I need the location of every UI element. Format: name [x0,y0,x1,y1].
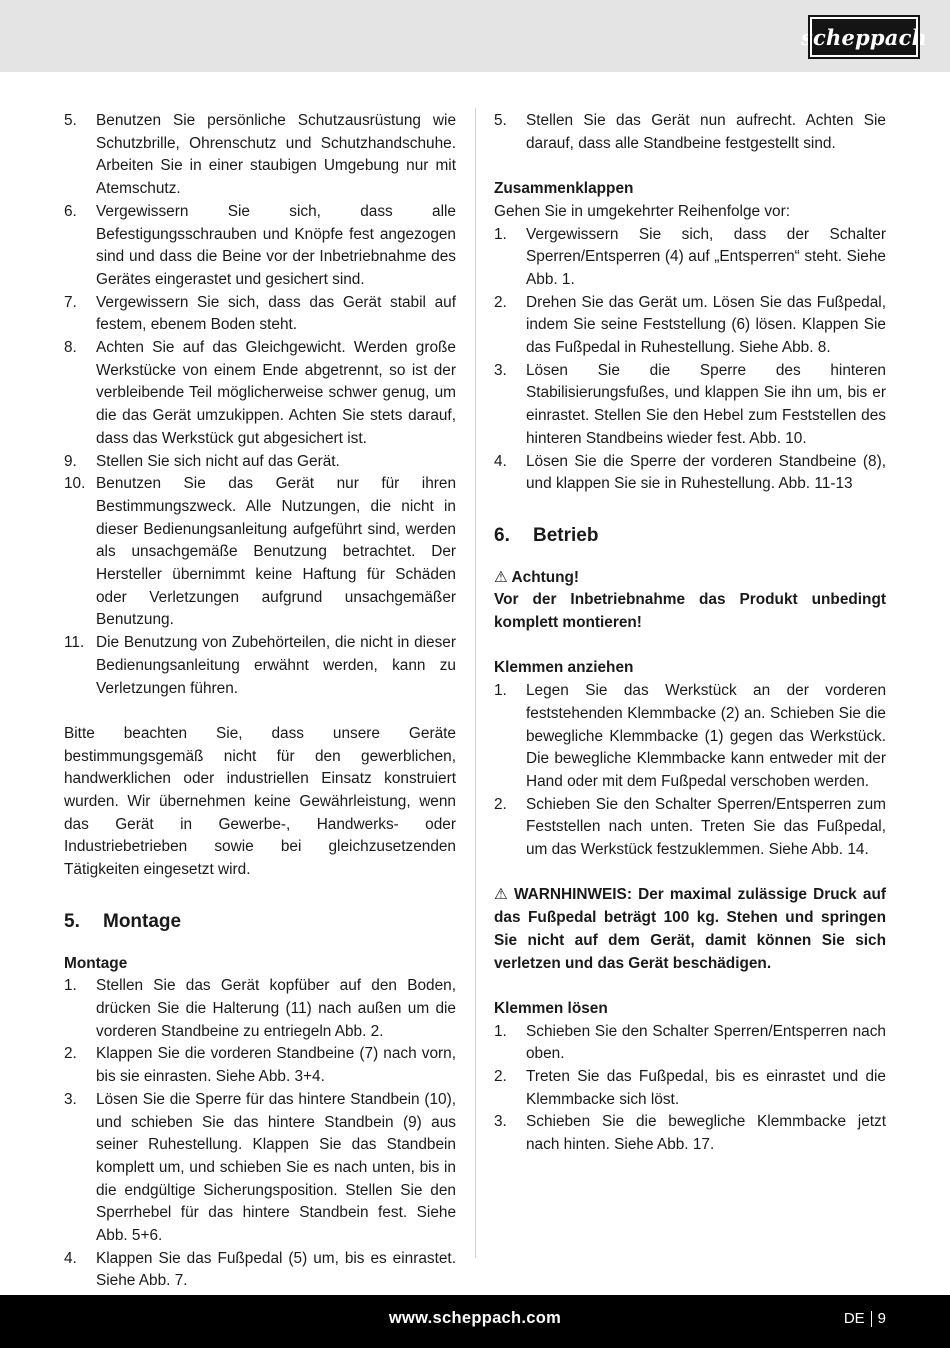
list-item: 1. Vergewissern Sie sich, dass der Schalter Sperren/Entsperren (4) auf „Entsperren“ steht. Siehe Abb. 1. [494,225,886,288]
page-footer [0,1295,950,1348]
language-code: DE [843,1310,865,1327]
section-title-betrieb: 6. Betrieb [494,524,599,546]
right-column [494,110,886,1157]
list-item: 3. Schieben Sie die bewegliche Klemmbacke jetzt nach hinten. Siehe Abb. 17. [494,1113,886,1154]
list-item: 2. Schieben Sie den Schalter Sperren/Entsperren zum Feststellen nach unten. Treten Sie das Fußpedal, um das Werkstück festzuklemmen. Siehe Abb. 14. [494,795,886,859]
clamp-list [494,680,886,862]
subheading-release: Klemmen lösen [494,999,608,1017]
list-item: 3. Lösen Sie die Sperre für das hintere Standbein (10), und schieben Sie das hintere Standbein (9) aus seiner Ruhestellung. Klappen Sie das Standbein komplett um, und schieben Sie es nach unten, bis in die endgültige Sicherungsposition. Stellen Sie den Sperrhebel für das hintere Standbein fest. Siehe Abb. 5+6. [64,1090,456,1245]
page-number: 9 [877,1310,886,1327]
page-indicator [844,1310,886,1327]
list-item: 8. Achten Sie auf das Gleichgewicht. Werden große Werkstücke von einem Ende abgetrennt, so ist der verbleibende Teil möglicherweise schwer genug, um die das Gerät umzukippen. Achten Sie stets darauf, dass das Werkstück gut abgesichert ist. [64,339,456,447]
section-title-montage: 5. Montage [64,910,182,932]
subheading-clamp: Klemmen anziehen [494,659,634,677]
fold-intro: Gehen Sie in umgekehrter Reihenfolge vor: [494,202,791,220]
footer-separator [871,1311,872,1327]
attention-text: Vor der Inbetriebnahme das Produkt unbedingt komplett montieren! [494,591,886,632]
column-divider [475,108,476,1258]
list-item: 1. Legen Sie das Werkstück an der vorderen feststehenden Klemmbacke (2) an. Schieben Sie die bewegliche Klemmbacke (1) gegen das Werkstück. Die bewegliche Klemmbacke kann entweder mit der Hand oder mit dem Fußpedal verschoben werden. [494,682,886,790]
list-item: 11. Die Benutzung von Zubehörteilen, die nicht in dieser Bedienungsanleitung erwähnt werden, kann zu Verletzungen führen. [64,634,456,697]
list-item: 3. Lösen Sie die Sperre des hinteren Stabilisierungsfußes, und klappen Sie ihn um, bis er einrastet. Stellen Sie den Hebel zum Feststellen des hinteren Standbeins wieder fest. Abb. 10. [494,361,886,447]
warning-icon: ⚠ [494,568,508,586]
safety-list [64,110,456,700]
warning-note: ⚠ WARNHINWEIS: Der maximal zulässige Druck auf das Fußpedal beträgt 100 kg. Stehen und springen Sie nicht auf dem Gerät, damit können Sie sich verletzen und das Gerät beschädigen. [494,886,886,972]
list-item: 4. Klappen Sie das Fußpedal (5) um, bis es einrastet. Siehe Abb. 7. [64,1249,456,1290]
website-link[interactable]: www.scheppach.com [388,1309,562,1327]
list-item: 2. Klappen Sie die vorderen Standbeine (7) nach vorn, bis sie einrasten. Siehe Abb. 3+4. [64,1045,456,1086]
list-item: 2. Drehen Sie das Gerät um. Lösen Sie das Fußpedal, indem Sie seine Feststellung (6) lösen. Klappen Sie das Fußpedal in Ruhestellung. Siehe Abb. 8. [494,293,886,357]
fold-list [494,224,886,496]
montage-list [64,975,456,1293]
list-item: 10. Benutzen Sie das Gerät nur für ihren Bestimmungszweck. Alle Nutzungen, die nicht in dieser Bedienungsanleitung aufgeführt sind, werden als unsachgemäße Benutzung betrachtet. Der Hersteller übernimmt keine Haftung für Schäden oder Verletzungen aufgrund unsachgemäßer Benutzung. [64,475,456,629]
list-item: 7. Vergewissern Sie sich, dass das Gerät stabil auf festem, ebenem Boden steht. [64,293,456,334]
list-item: 6. Vergewissern Sie sich, dass alle Befestigungsschrauben und Knöpfe fest angezogen sind und dass die Beine vor der Inbetriebnahme des Gerätes eingerastet und gesichert sind. [64,202,456,288]
list-item: 4. Lösen Sie die Sperre der vorderen Standbeine (8), und klappen Sie sie in Ruhestellung. Abb. 11-13 [494,452,886,493]
brand-logo: scheppach [810,17,918,57]
list-item: 1. Stellen Sie das Gerät kopfüber auf den Boden, drücken Sie die Halterung (11) nach außen um die vorderen Standbeine zu entriegeln Abb. 2. [64,977,456,1040]
page-header [0,0,950,72]
montage-list-continued [494,110,886,155]
release-list [494,1021,886,1157]
list-item: 1. Schieben Sie den Schalter Sperren/Entsperren nach oben. [494,1022,886,1063]
list-item: 5. Benutzen Sie persönliche Schutzausrüstung wie Schutzbrille, Ohrenschutz und Schutzhandschuhe. Arbeiten Sie in einer staubigen Umgebung nur mit Atemschutz. [64,112,456,198]
warning-icon: ⚠ [494,886,508,904]
subheading-montage: Montage [64,954,128,972]
left-column [64,110,456,1293]
list-item: 5. Stellen Sie das Gerät nun aufrecht. Achten Sie darauf, dass alle Standbeine festgestellt sind. [494,112,886,152]
list-item: 2. Treten Sie das Fußpedal, bis es einrastet und die Klemmbacke sich löst. [494,1068,886,1108]
attention-heading: ⚠ Achtung! [494,567,886,590]
subheading-fold: Zusammenklappen [494,180,634,198]
usage-notice: Bitte beachten Sie, dass unsere Geräte bestimmungsgemäß nicht für den gewerblichen, handwerklichen oder industriellen Einsatz konstruiert wurden. Wir übernehmen keine Gewährleistung, wenn das Gerät in Gewerbe-, Handwerks- oder Industriebetrieben sowie bei gleichzusetzenden Tätigkeiten eingesetzt wird. [64,724,456,879]
list-item: 9. Stellen Sie sich nicht auf das Gerät. [64,452,340,470]
